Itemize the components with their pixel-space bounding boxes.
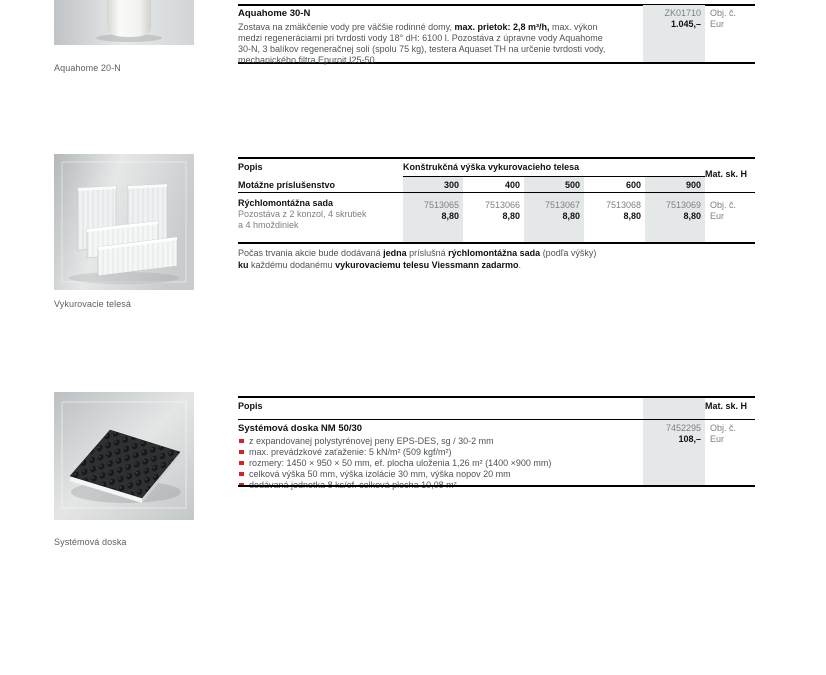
- height-col-300: 300: [443, 180, 459, 190]
- price-value: 108,–: [678, 434, 701, 444]
- product-name: Systémová doska NM 50/30: [238, 423, 363, 434]
- order-price-cell: [643, 423, 705, 445]
- order-price-cell-900: [645, 200, 705, 222]
- product-description: [238, 8, 636, 66]
- promo-text-segment: (podľa výšky): [540, 248, 597, 258]
- table-system-plate: [238, 396, 755, 490]
- promo-text-segment: .: [518, 260, 522, 270]
- description-line: 30-N, 3 balíkov regeneračnej soli (spolu 75 kg), testera Aquaset TH na určenie tvrdosti vody,: [238, 44, 606, 54]
- bullet-text: dodávaná jednotka 8 ks/ef. celková plocha 10,08 m²: [249, 480, 457, 490]
- currency-label: Eur: [710, 19, 725, 29]
- header-sub-rule: [403, 176, 705, 177]
- order-number: 7513068: [605, 200, 641, 210]
- price-value: 1.045,–: [670, 19, 701, 29]
- bullet-item: [238, 436, 638, 447]
- promo-text-segment: Počas trvania akcie bude dodávaná: [238, 248, 384, 258]
- price-value: 8,80: [502, 211, 520, 221]
- order-code: 7452295: [665, 423, 701, 433]
- price-unit-labels: [710, 423, 736, 445]
- height-col-600: 600: [625, 180, 641, 190]
- bullet-text: celková výška 50 mm, výška izolácie 30 mm, výška nopov 20 mm: [249, 469, 511, 479]
- height-col-500: 500: [564, 180, 580, 190]
- bullet-square-icon: [239, 461, 244, 466]
- header-rule: [238, 419, 755, 420]
- promo-text-segment: príslušná: [406, 248, 449, 258]
- product-cell: [238, 423, 638, 491]
- promo-text-segment: každému dodanému: [248, 260, 336, 270]
- description-line: [238, 22, 636, 33]
- obj-c-label: Obj. č.: [710, 200, 737, 210]
- height-col-400: 400: [504, 180, 520, 190]
- promo-line: [238, 259, 596, 271]
- bullet-square-icon: [239, 472, 244, 477]
- radiators-image: [54, 154, 194, 290]
- caption-vykurovacie-telesa: Vykurovacie telesá: [54, 299, 132, 309]
- product-name: Rýchlomontážna sada: [238, 198, 334, 208]
- mat-sk-h-header: Mat. sk. H: [705, 401, 748, 411]
- promo-bold-segment: vykurovaciemu telesu Viessmann zadarmo: [335, 260, 519, 270]
- height-col-900: 900: [685, 180, 701, 190]
- bullet-text: max. prevádzkové zaťaženie: 5 kN/m² (509 kgf/m²): [249, 447, 452, 457]
- currency-label: Eur: [710, 434, 725, 444]
- order-price-cell-600: [584, 200, 645, 222]
- price-unit-labels: [710, 200, 736, 222]
- table-bottom-rule: [238, 485, 755, 487]
- product-title: Aquahome 30-N: [238, 8, 311, 19]
- description-line: medzi regeneráciami pri tvrdosti vody 18° dH: 6100 l. Pozostáva z úpravne vody Aquahome: [238, 33, 603, 43]
- order-price-cell-300: [403, 200, 463, 222]
- desc-text: max. výkon: [549, 22, 598, 32]
- order-number: 7513069: [665, 200, 701, 210]
- bullet-text: rozmery: 1450 × 950 × 50 mm, ef. plocha uloženia 1,26 m² (1400 ×900 mm): [249, 458, 552, 468]
- order-price-cell-400: [463, 200, 524, 222]
- order-code: ZK01710: [664, 8, 701, 18]
- product-cell: [238, 198, 398, 231]
- bullet-square-icon: [239, 450, 244, 455]
- obj-c-label: Obj. č.: [710, 423, 737, 433]
- promo-text: [238, 247, 596, 271]
- construction-height-header: Konštrukčná výška vykurovacieho telesa: [403, 162, 580, 172]
- caption-systemova-doska: Systémová doska: [54, 537, 127, 547]
- header-rule: [238, 192, 755, 193]
- order-number: 7513065: [423, 200, 459, 210]
- price-unit-labels: [710, 8, 736, 30]
- product-subtext: Pozostáva z 2 konzol, 4 skrutiek: [238, 209, 367, 219]
- obj-c-label: Obj. č.: [710, 8, 737, 18]
- product-photo-radiators: [54, 154, 194, 290]
- order-price-cell-500: [524, 200, 584, 222]
- popis-header: Popis: [238, 401, 263, 411]
- price-value: 8,80: [562, 211, 580, 221]
- price-value: 8,80: [683, 211, 701, 221]
- description-line: mechanického filtra Epuroit I25-50: [238, 55, 375, 65]
- bullet-text: z expandovanej polystyrénovej peny EPS-DES, sg / 30-2 mm: [249, 436, 494, 446]
- studded-plate-image: [54, 392, 194, 520]
- promo-bold-segment: rýchlomontážna sada: [448, 248, 541, 258]
- order-number: 7513067: [544, 200, 580, 210]
- table-aquahome: [238, 0, 755, 64]
- price-value: 8,80: [441, 211, 459, 221]
- promo-bold-segment: ku: [238, 260, 249, 270]
- order-number: 7513066: [484, 200, 520, 210]
- bullet-square-icon: [239, 439, 244, 444]
- caption-aquahome-20n: Aquahome 20-N: [54, 63, 121, 73]
- promo-bold-segment: jedna: [383, 248, 407, 258]
- bullet-item: [238, 458, 638, 469]
- water-softener-image: [54, 0, 194, 45]
- row-header-montage: Motážne príslušenstvo: [238, 180, 336, 190]
- table-radiators: [238, 157, 755, 243]
- order-price-cell: [643, 8, 705, 30]
- bullet-item: [238, 469, 638, 480]
- table-bottom-rule: [238, 242, 755, 244]
- mat-sk-h-header: Mat. sk. H: [705, 169, 748, 179]
- desc-bold-text: max. prietok: 2,8 m³/h,: [454, 22, 550, 32]
- table-top-rule: [238, 157, 755, 159]
- promo-line: [238, 247, 596, 259]
- bullet-item: [238, 447, 638, 458]
- desc-text: Zostava na zmäkčenie vody pre väčšie rodinné domy,: [238, 22, 455, 32]
- currency-label: Eur: [710, 211, 725, 221]
- popis-header: Popis: [238, 162, 263, 172]
- product-subtext: a 4 hmoždiniek: [238, 220, 299, 230]
- product-photo-aquahome: [54, 0, 194, 45]
- price-value: 8,80: [623, 211, 641, 221]
- product-photo-system-plate: [54, 392, 194, 520]
